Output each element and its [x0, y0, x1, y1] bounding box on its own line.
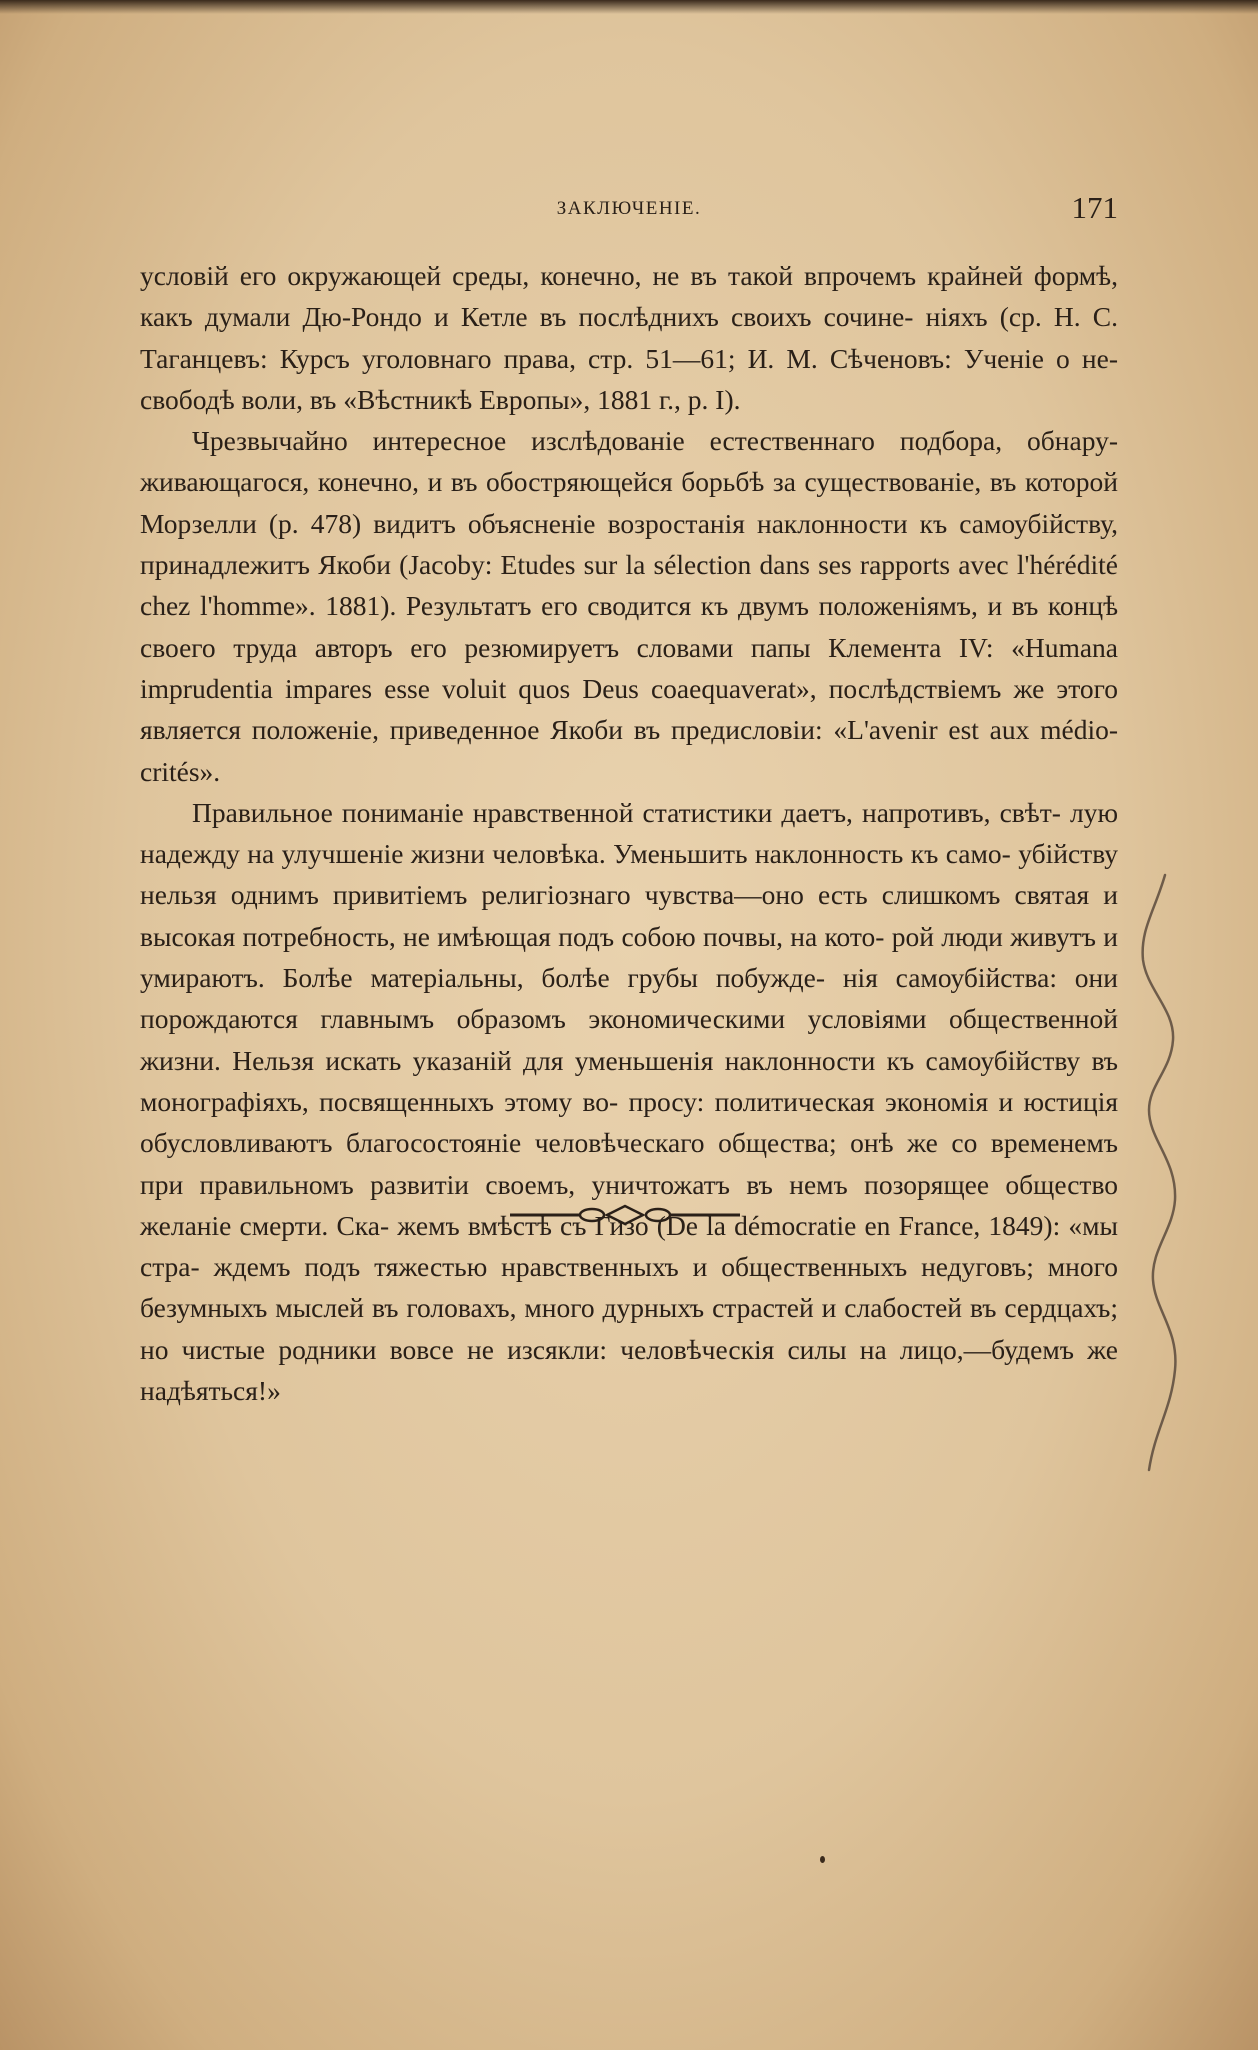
- text-line: къ самоубійству, принадлежитъ Якоби (Jacoby: Etudes sur la sélection: [140, 507, 1118, 581]
- text-line: условіями общественной жизни. Нельзя искать указаній для уменьшенія: [140, 1003, 1118, 1076]
- text-line: живающагося, конечно, и въ обостряющейся борьбѣ за существованіе, въ: [140, 466, 1026, 498]
- paragraph-2: [140, 420, 1118, 792]
- text-line: просу: политическая экономія и юстиція обусловливаютъ благосостояніе: [140, 1085, 1118, 1159]
- ink-speck: [820, 1856, 825, 1863]
- text-line: человѣческаго общества; онѣ же со временемъ при правильномъ развитіи: [140, 1127, 1118, 1200]
- text-line: рой люди живутъ и умираютъ. Болѣе матеріальны, болѣе грубы побужде-: [140, 920, 1118, 994]
- text-line: лую надежду на улучшеніе жизни человѣка. Уменьшить наклонность къ само-: [140, 796, 1118, 870]
- text-line: формѣ, какъ думали Дю-Рондо и Кетле въ послѣднихъ своихъ сочине-: [140, 260, 1118, 333]
- text-line: на лицо,—будемъ же надѣяться!»: [140, 1333, 1118, 1407]
- text-line: условій его окружающей среды, конечно, не въ такой впрочемъ крайней: [140, 260, 1034, 291]
- text-line: положеніе, приведенное Якоби въ предисловіи: «L'avenir est aux médio-: [251, 714, 1118, 746]
- text-line: нія самоубійства: они порождаются главнымъ образомъ экономическими: [140, 962, 1118, 1035]
- text-line: crités».: [140, 755, 221, 787]
- text-line: резюмируетъ словами папы Клемента IV: «Humana imprudentia impares: [140, 631, 1118, 704]
- text-line: убійству нельзя однимъ привитіемъ религіознаго чувства—оно есть слишкомъ: [140, 838, 1118, 911]
- text-line: своемъ, уничтожатъ въ немъ позорящее общество желаніе смерти. Ска-: [140, 1168, 1118, 1241]
- text-line: dans ses rapports avec l'hérédité chez l'homme». 1881). Результатъ: [140, 549, 1119, 622]
- text-line: ніяхъ (ср. Н. С. Таганцевъ: Курсъ уголовнаго права, стр. 51—61; И. М.: [140, 301, 1118, 374]
- paragraph-3: [140, 792, 1118, 1411]
- text-line: святая и высокая потребность, не имѣющая подъ собою почвы, на кото-: [140, 879, 1119, 952]
- text-line: которой Морзелли (р. 478) видитъ объясненіе возростанія наклонности: [140, 466, 1118, 539]
- paragraph-1: [140, 255, 1118, 420]
- text-line: Правильное пониманіе нравственной статистики даетъ, напротивъ, свѣт-: [192, 796, 1070, 828]
- text-line: безумныхъ мыслей въ головахъ, много дурныхъ страстей и слабостей: [140, 1292, 970, 1324]
- body-text: [140, 255, 1118, 1411]
- pencil-margin-mark: [1135, 870, 1195, 1490]
- text-line: наклонности къ самоубійству въ монографіяхъ, посвященныхъ этому во-: [140, 1044, 1118, 1117]
- text-line: Сѣченовъ: Ученіе о не-свободѣ воли, въ «Вѣстникѣ Европы», 1881 г.,: [140, 342, 1118, 415]
- text-line: ждемъ подъ тяжестью нравственныхъ и общественныхъ недуговъ; много: [213, 1251, 1118, 1283]
- end-ornament: [510, 1203, 740, 1227]
- page-top-shadow: [0, 0, 1258, 14]
- text-line: жемъ вмѣстѣ съ Гизо (De la démocratie en France, 1849): «мы стра-: [140, 1209, 1119, 1283]
- text-line: esse voluit quos Deus coaequaverat», послѣдствіемъ же этого является: [140, 672, 1118, 746]
- page-header: [140, 190, 1118, 230]
- running-title: ЗАКЛЮЧЕНІЕ.: [556, 198, 702, 219]
- text-line: въ сердцахъ; но чистые родники вовсе не изсякли: человѣческія силы: [140, 1292, 1118, 1365]
- text-line: р. I).: [687, 383, 741, 415]
- text-line: его сводится къ двумъ положеніямъ, и въ концѣ своего труда авторъ его: [140, 590, 1118, 663]
- text-line: Чрезвычайно интересное изслѣдованіе естественнаго подбора, обнару-: [192, 425, 1118, 457]
- page-number: 171: [1071, 190, 1118, 225]
